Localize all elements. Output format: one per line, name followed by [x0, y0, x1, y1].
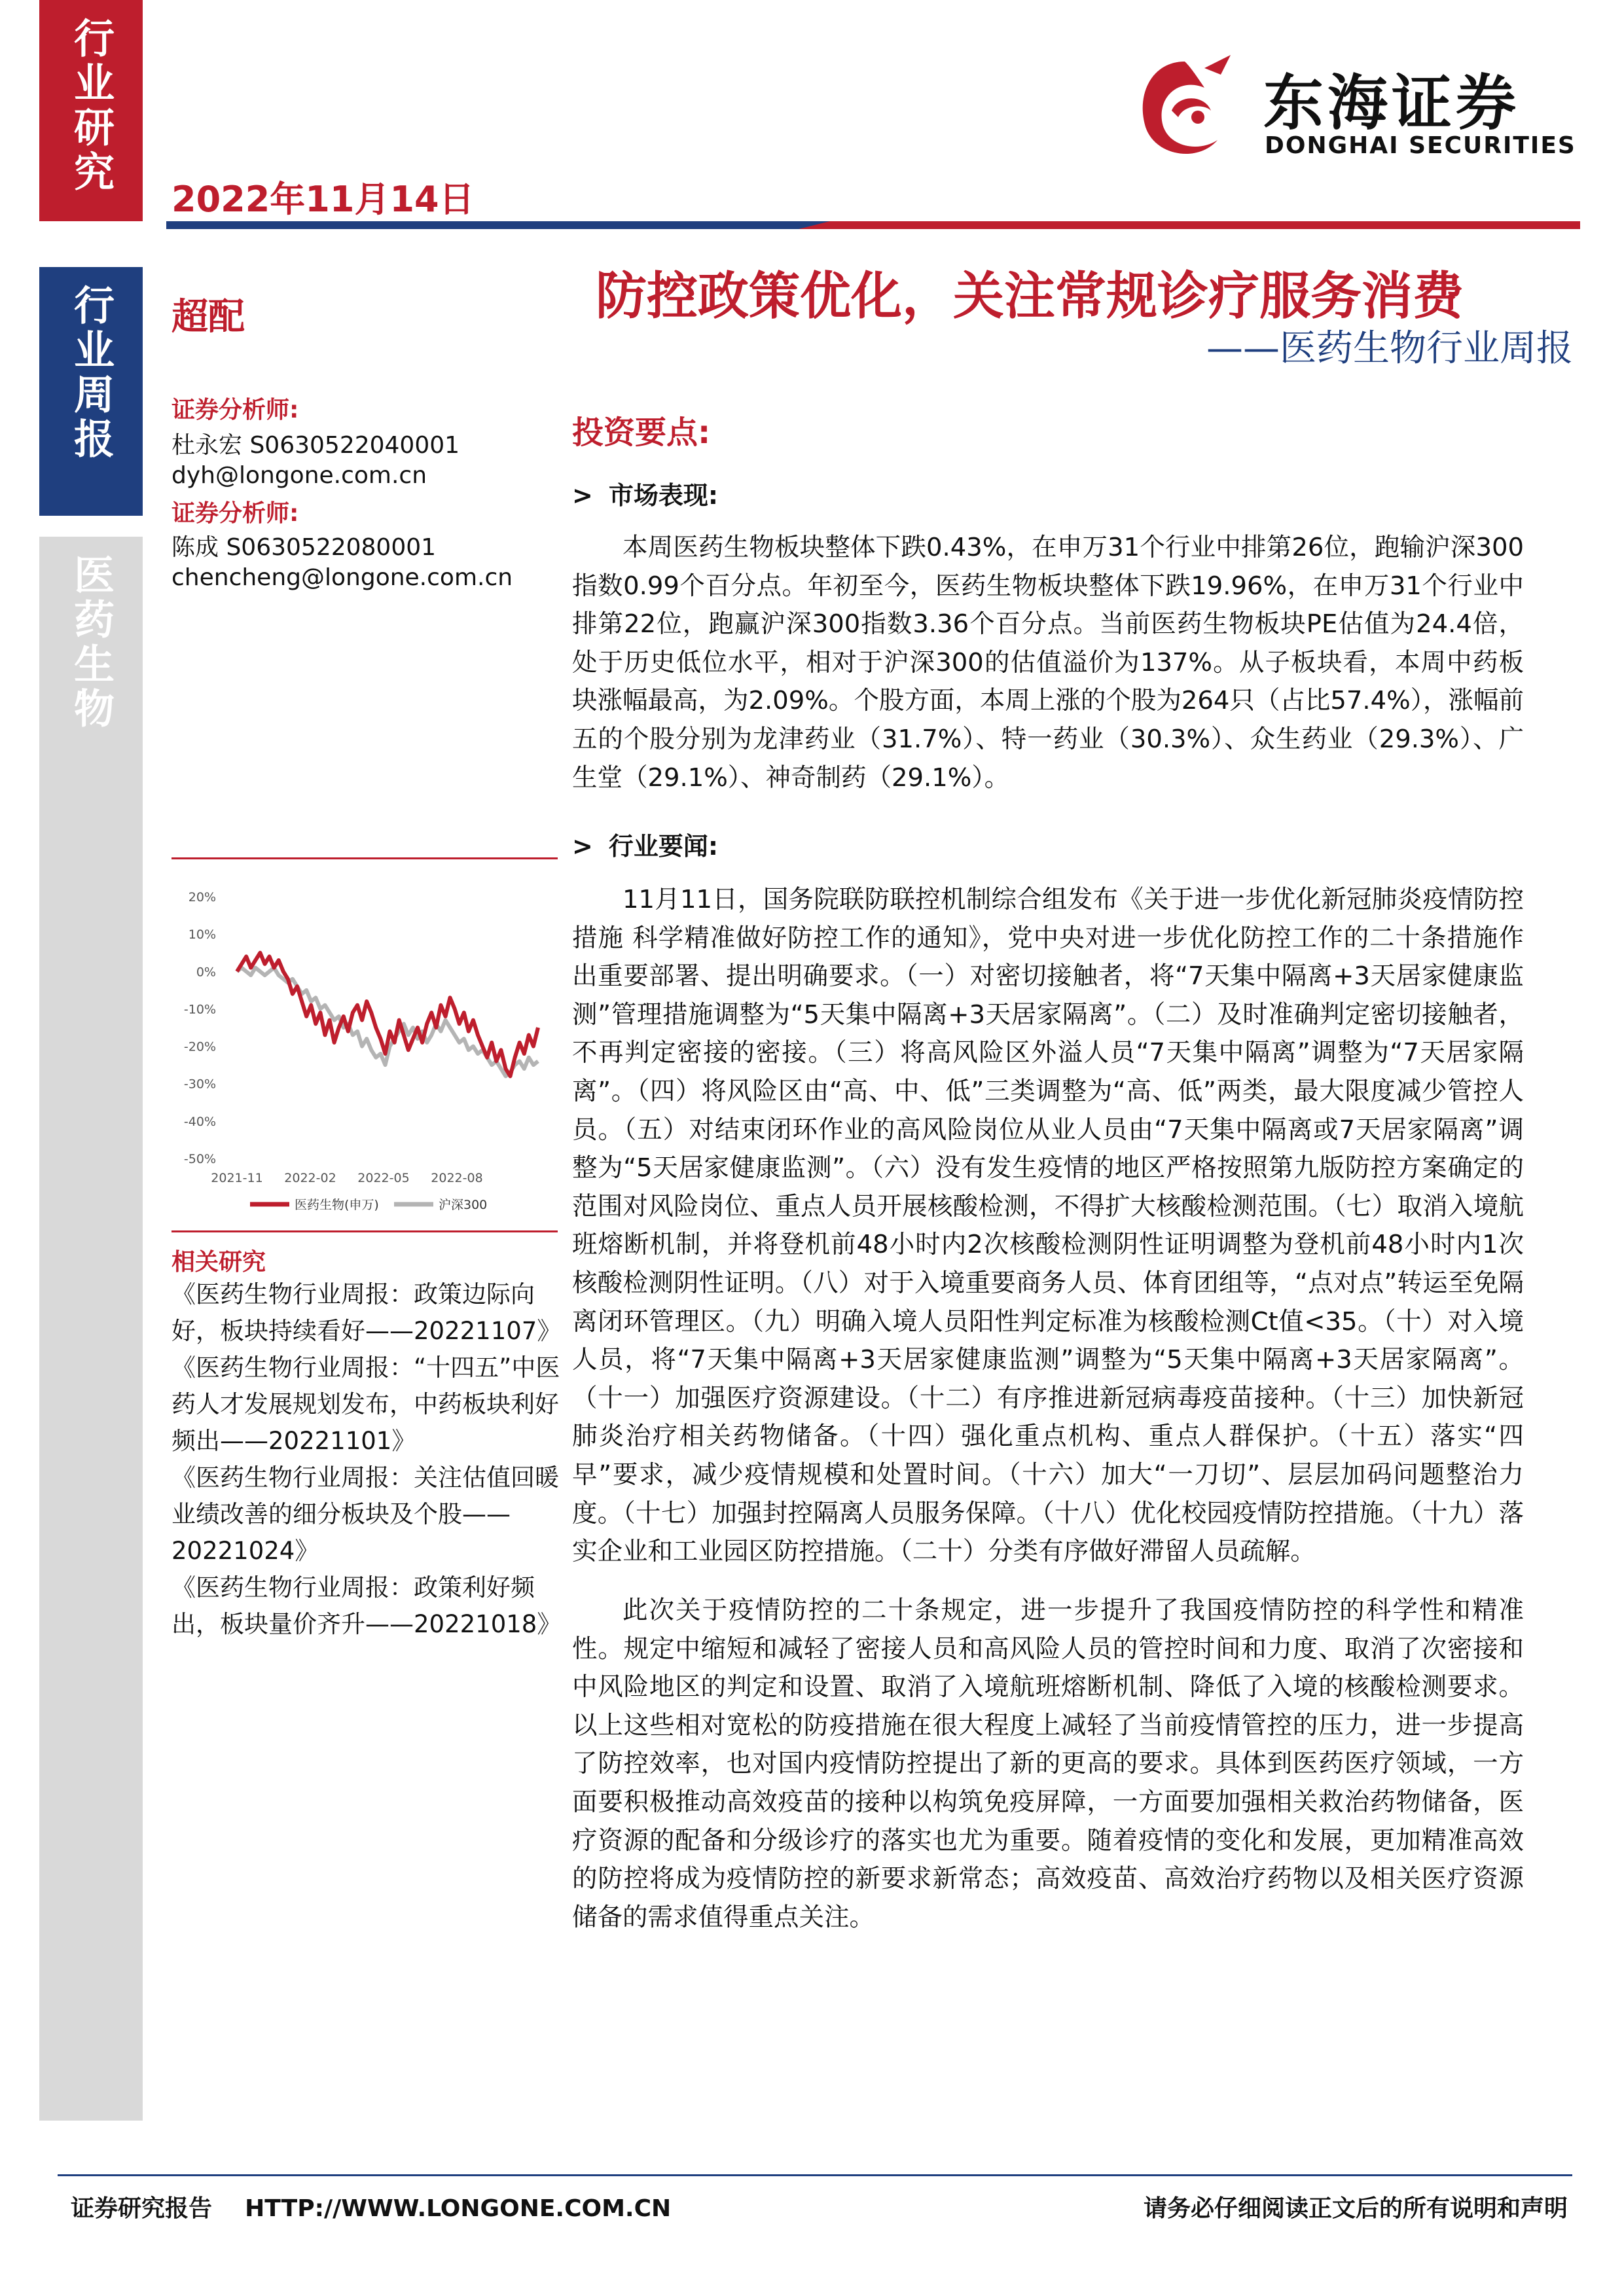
market-paragraph: 本周医药生物板块整体下跌0.43%，在申万31个行业中排第26位，跑输沪深300指数0.99个百分点。年初至今，医药生物板块整体下跌19.96%，在申万31个行业中排第22位，跑赢沪深300指数3.36个百分点。当前医药生物板块PE估值为24.4倍，处于历史低位水平，相对于沪深300的估值溢价为137%。从子板块看，本周中药板块涨幅最高，为2.09%。个股方面，本周上涨的个股为264只（占比57.4%），涨幅前五的个股分别为龙津药业（31.7%）、特一药业（30.3%）、众生药业（29.3%）、广生堂（29.1%）、神奇制药（29.1%）。	[572, 533, 1524, 793]
y-tick-label: -30%	[183, 1077, 216, 1092]
analyst-name: 杜永宏 S0630522040001	[171, 432, 460, 459]
report-date: 2022年11月14日	[171, 179, 475, 220]
report-headline: 防控政策优化，关注常规诊疗服务消费	[596, 267, 1464, 326]
related-research-item[interactable]: 《医药生物行业周报：“十四五”中医药人才发展规划发布，中药板块利好频出——20221101》	[171, 1354, 560, 1455]
y-tick-label: -50%	[183, 1152, 216, 1166]
logo-cn: 东海证券	[1263, 68, 1521, 138]
x-tick-label: 2022-02	[284, 1171, 336, 1185]
related-research-item[interactable]: 《医药生物行业周报：政策利好频出，板块量价齐升——20221018》	[171, 1573, 562, 1638]
x-tick-label: 2022-08	[431, 1171, 483, 1185]
analyst-label: 证券分析师:	[171, 500, 299, 527]
news-paragraph: 此次关于疫情防控的二十条规定，进一步提升了我国疫情防控的科学性和精准性。规定中缩短和减轻了密接人员和高风险人员的管控时间和力度、取消了次密接和中风险地区的判定和设置、取消了入境航班熔断机制、降低了入境的核酸检测要求。以上这些相对宽松的防疫措施在很大程度上减轻了当前疫情管控的压力，进一步提高了防控效率，也对国内疫情防控提出了新的更高的要求。具体到医药医疗领域，一方面要积极推动高效疫苗的接种以构筑免疫屏障，一方面要加强相关救治药物储备，医疗资源的配备和分级诊疗的落实也尤为重要。随着疫情的变化和发展，更加精准高效的防控将成为疫情防控的新要求新常态；高效疫苗、高效治疗药物以及相关医疗资源储备的需求值得重点关注。	[572, 1596, 1524, 1932]
related-research-title: 相关研究	[171, 1249, 266, 1276]
footer-left[interactable]: 证券研究报告 HTTP://WWW.LONGONE.COM.CN	[71, 2195, 672, 2222]
section-heading-news	[572, 826, 718, 862]
analyst-name: 陈成 S0630522080001	[171, 534, 437, 561]
y-tick-label: -20%	[183, 1039, 216, 1054]
related-research-list	[171, 1276, 564, 1643]
analyst-email[interactable]: dyh@longone.com.cn	[171, 462, 427, 489]
research-type-tab	[39, 0, 143, 221]
section-heading-label: 市场表现:	[608, 481, 719, 510]
report-type-tab	[39, 267, 143, 516]
chevron-right-icon: >	[572, 481, 593, 510]
footer-disclaimer: 请务必仔细阅读正文后的所有说明和声明	[1143, 2195, 1568, 2222]
section-heading-label: 行业要闻:	[608, 832, 719, 861]
analyst-email[interactable]: chencheng@longone.com.cn	[171, 564, 513, 591]
performance-chart	[171, 851, 564, 1230]
sector-label: 医药生物	[67, 554, 115, 732]
y-tick-label: 20%	[188, 890, 216, 905]
logo-en: DONGHAI SECURITIES	[1265, 132, 1576, 159]
y-tick-label: 0%	[196, 965, 216, 980]
header-rule-accent	[799, 221, 1580, 229]
y-tick-label: 10%	[188, 927, 216, 942]
news-paragraph: 11月11日，国务院联防联控机制综合组发布《关于进一步优化新冠肺炎疫情防控措施 科学精准做好防控工作的通知》，党中央对进一步优化防控工作的二十条措施作出重要部署、提出明确要求。（一）对密切接触者，将“7天集中隔离+3天居家健康监测”管理措施调整为“5天集中隔离+3天居家隔离”。（二）及时准确判定密切接触者，不再判定密接的密接。（三）将高风险区外溢人员“7天集中隔离”调整为“7天居家隔离”。（四）将风险区由“高、中、低”三类调整为“高、低”两类，最大限度减少管控人员。（五）对结束闭环作业的高风险岗位从业人员由“7天集中隔离或7天居家隔离”调整为“5天居家健康监测”。（六）没有发生疫情的地区严格按照第九版防控方案确定的范围对风险岗位、重点人员开展核酸检测，不得扩大核酸检测范围。（七）取消入境航班熔断机制，并将登机前48小时内2次核酸检测阴性证明调整为登机前48小时内1次核酸检测阴性证明。（八）对于入境重要商务人员、体育团组等，“点对点”转运至免隔离闭环管理区。（九）明确入境人员阳性判定标准为核酸检测Ct值<35。（十）对入境人员，将“7天集中隔离+3天居家健康监测”调整为“5天集中隔离+3天居家隔离”。（十一）加强医疗资源建设。（十二）有序推进新冠病毒疫苗接种。（十三）加快新冠肺炎治疗相关药物储备。（十四）强化重点机构、重点人群保护。（十五）落实“四早”要求，减少疫情规模和处置时间。（十六）加大“一刀切”、层层加码问题整治力度。（十七）加强封控隔离人员服务保障。（十八）优化校园疫情防控措施。（十九）落实企业和工业园区防控措施。（二十）分类有序做好滞留人员疏解。	[572, 885, 1524, 1567]
dragon-emblem-icon	[1126, 48, 1244, 173]
y-tick-label: -40%	[183, 1114, 216, 1129]
related-research-item[interactable]: 《医药生物行业周报：关注估值回暖业绩改善的细分板块及个股——20221024》	[171, 1463, 559, 1565]
analyst-label: 证券分析师:	[171, 397, 299, 423]
research-type-label: 行业研究	[67, 17, 115, 195]
legend-label: 沪深300	[439, 1198, 488, 1212]
sector-tab	[39, 537, 143, 2121]
series-line-csi300	[237, 968, 538, 1077]
legend-label: 医药生物(申万)	[295, 1198, 379, 1212]
report-type-label: 行业周报	[67, 284, 115, 462]
chevron-right-icon: >	[572, 832, 593, 861]
key-points-title: 投资要点:	[572, 414, 711, 451]
section-heading-market	[572, 475, 718, 511]
related-rule	[171, 1230, 558, 1232]
x-tick-label: 2022-05	[357, 1171, 410, 1185]
related-research-item[interactable]: 《医药生物行业周报：政策边际向好，板块持续看好——20221107》	[171, 1280, 562, 1345]
footer-rule	[58, 2174, 1572, 2176]
y-tick-label: -10%	[183, 1002, 216, 1017]
x-tick-label: 2021-11	[211, 1171, 263, 1185]
report-subtitle: ——医药生物行业周报	[1206, 327, 1573, 370]
rating: 超配	[171, 296, 245, 338]
